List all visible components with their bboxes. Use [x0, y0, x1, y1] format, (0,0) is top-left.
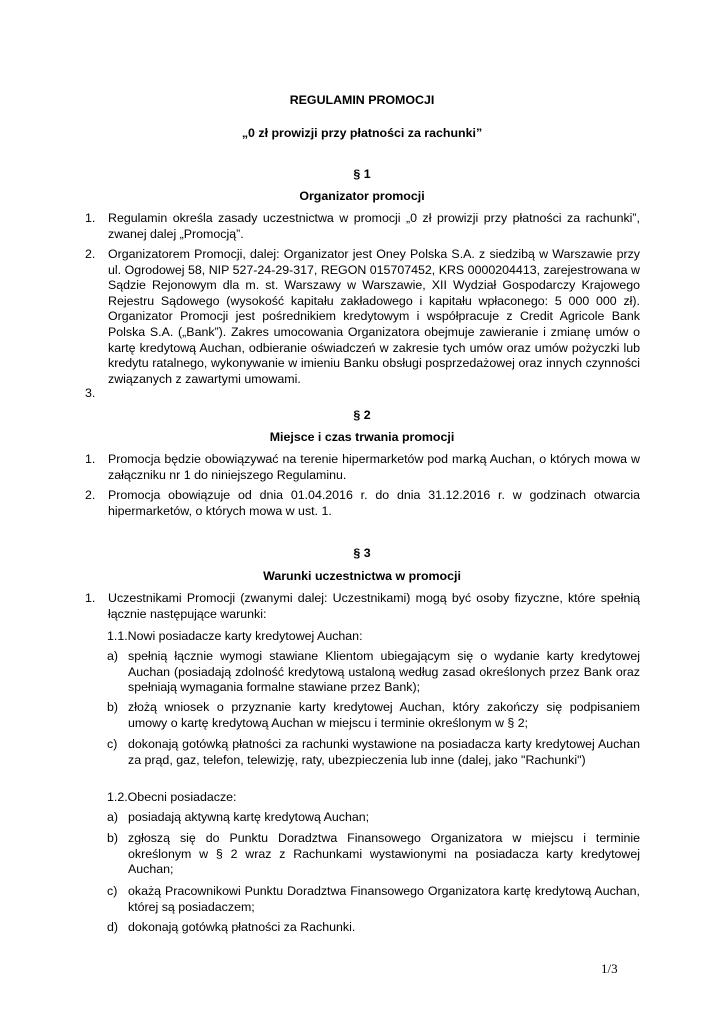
subsection-1-1-heading: 1.1.Nowi posiadacze karty kredytowej Auchan: [107, 629, 363, 643]
section-2-number: § 2 [353, 408, 371, 422]
document-title: REGULAMIN PROMOCJI [289, 93, 435, 107]
section-3-number: § 3 [353, 546, 371, 560]
section-1-heading: Organizator promocji [299, 189, 425, 203]
section-1-paragraph-1 [85, 211, 640, 242]
paragraph-text: Organizatorem Promocji, dalej: Organizator jest Oney Polska S.A. z siedzibą w Warszawie przy ul. Ogrodowej 58, NIP 527-24-29-317, REGON 015707452, KRS 0000204413, zarejestrowana w Sądzie Rejonowym dla m. st. Warszawy w Warszawie, XII Wydział Gospodarczy Krajowego Rejestru Sądowego (wysokość kapitału zakładowego i kapitału wpłaconego: 5 000 000 zł). Organizator Promocji jest pośrednikiem kredytowym i współpracuje z Credit Agricole Bank Polska S.A. („Bank”). Zakres umocowania Organizatora obejmuje zawieranie i zmianę umów o kartę kredytową Auchan, odbieranie oświadczeń w zakresie tych umów oraz umów pożyczki lub kredytu ratalnego, wykonywanie w imieniu Banku obsługi posprzedażowej oraz innych czynności związanych z zawartymi umowami. [108, 247, 640, 386]
paragraph-number: 1. [85, 591, 96, 605]
section-3-paragraph-1 [85, 591, 640, 622]
paragraph-text: Promocja obowiązuje od dnia 01.04.2016 r. do dnia 31.12.2016 r. w godzinach otwarcia hipermarketów, o których mowa w ust. 1. [108, 488, 640, 518]
paragraph-number: 2. [85, 247, 96, 261]
paragraph-text: Uczestnikami Promocji (zwanymi dalej: Uczestnikami) mogą być osoby fizyczne, które spełnią łącznie następujące warunki: [108, 591, 640, 621]
paragraph-number: 1. [85, 452, 96, 466]
subsection-1-2-item-a [107, 810, 640, 826]
subsection-1-1-item-a [107, 649, 640, 696]
section-2-paragraph-1 [85, 452, 640, 483]
paragraph-number: 2. [85, 488, 96, 502]
subsection-1-2-item-c [107, 884, 640, 915]
item-letter: c) [107, 737, 118, 751]
item-letter: c) [107, 884, 118, 898]
section-1-number: § 1 [353, 167, 371, 181]
item-letter: d) [107, 920, 119, 934]
subsection-1-2-item-d [107, 920, 640, 936]
subsection-1-1-item-c [107, 737, 640, 768]
item-text: okażą Pracownikowi Punktu Doradztwa Finansowego Organizatora kartę kredytową Auchan, której są posiadaczem; [128, 884, 640, 914]
subsection-1-2-item-b [107, 831, 640, 878]
subsection-1-2-heading: 1.2.Obecni posiadacze: [107, 790, 237, 804]
item-text: zgłoszą się do Punktu Doradztwa Finansowego Organizatora w miejscu i terminie określonym w § 2 wraz z Rachunkami wystawionymi na posiadacza karty kredytowej Auchan; [128, 831, 640, 877]
section-2-paragraph-2 [85, 488, 640, 519]
paragraph-text: Promocja będzie obowiązywać na terenie hipermarketów pod marką Auchan, o których mowa w załączniku nr 1 do niniejszego Regulaminu. [108, 452, 640, 482]
document-subtitle: „0 zł prowizji przy płatności za rachunki” [241, 126, 483, 140]
subsection-1-1-item-b [107, 700, 640, 731]
section-3-heading: Warunki uczestnictwa w promocji [263, 569, 461, 583]
item-text: dokonają gotówką płatności za Rachunki. [128, 920, 356, 934]
page-number: 1/3 [601, 961, 618, 976]
paragraph-number: 1. [85, 211, 96, 225]
item-text: spełnią łącznie wymogi stawiane Klientom ubiegającym się o wydanie karty kredytowej Auchan (posiadają zdolność kredytową ustaloną według zasad określonych przez Bank oraz spełniają wymagania formalne stawiane przez Bank); [128, 649, 640, 695]
section-2-heading: Miejsce i czas trwania promocji [269, 430, 455, 444]
item-letter: b) [107, 700, 119, 714]
item-text: dokonają gotówką płatności za rachunki wystawione na posiadacza karty kredytowej Auchan za prąd, gaz, telefon, telewizję, raty, ubezpieczenia lub inne (dalej, jako "Rachunki") [128, 737, 640, 767]
item-letter: a) [107, 810, 119, 824]
paragraph-number: 3. [85, 386, 96, 400]
item-letter: b) [107, 831, 119, 845]
item-text: posiadają aktywną kartę kredytową Auchan; [128, 810, 370, 824]
item-text: złożą wniosek o przyznanie karty kredytowej Auchan, który zakończy się podpisaniem umowy o kartę kredytową Auchan w miejscu i terminie określonym w § 2; [128, 700, 640, 730]
section-1-paragraph-2 [85, 247, 640, 387]
paragraph-text: Regulamin określa zasady uczestnictwa w promocji „0 zł prowizji przy płatności za rachunki”, zwanej dalej „Promocją”. [108, 211, 640, 241]
item-letter: a) [107, 649, 119, 663]
